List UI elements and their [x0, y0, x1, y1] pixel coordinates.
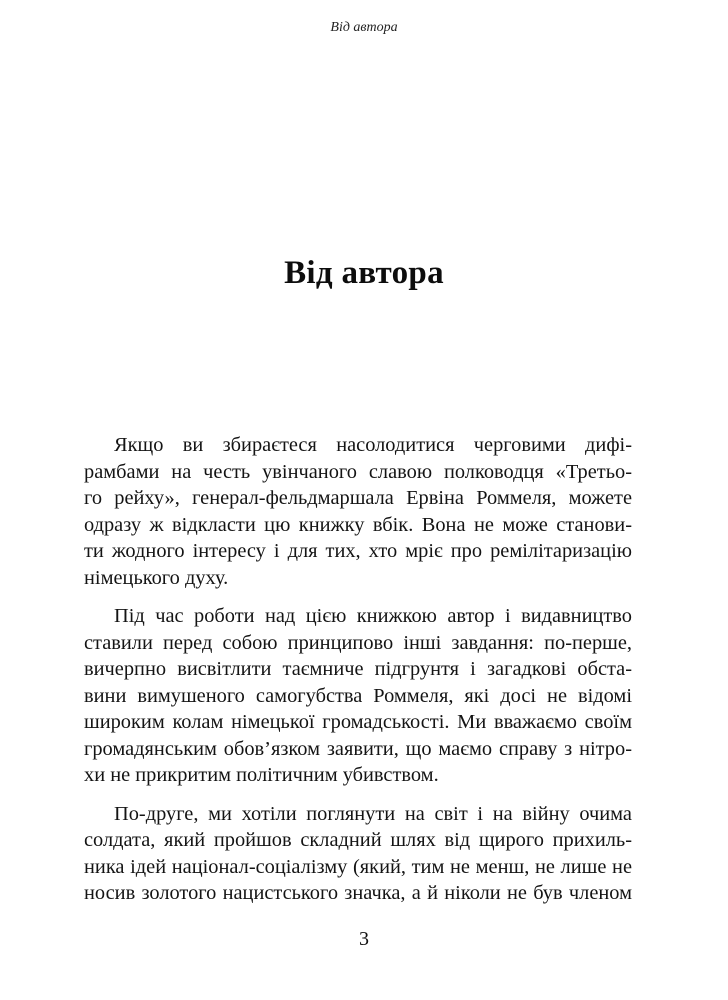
- paragraph-3: [84, 801, 632, 907]
- text-line: ти жодного інтересу і для тих, хто мріє про ремілітаризацію: [84, 540, 632, 562]
- text-line: По-друге, ми хотіли поглянути на світ і на війну очима: [114, 802, 632, 825]
- text-line: рамбами на честь увінчаного славою полководця «Третьо-: [84, 460, 632, 483]
- text-line: носив золотого нацистського значка, а й ніколи не був членом: [84, 882, 632, 904]
- text-line: німецького духу.: [84, 566, 229, 589]
- text-line: Під час роботи над цією книжкою автор і видавництво: [114, 605, 632, 627]
- text-line: громадянським обов’язком заявити, що маємо справу з нітро-: [84, 737, 632, 760]
- text-line: вини вимушеного самогубства Роммеля, які досі не відомі: [84, 684, 632, 707]
- text-line: широким колам німецької громадськості. Ми вважаємо своїм: [84, 711, 632, 733]
- body-text: [84, 432, 632, 919]
- chapter-title: Від автора: [284, 255, 444, 291]
- text-line: ставили перед собою принципово інші завдання: по-перше,: [84, 631, 632, 654]
- page-number: 3: [359, 928, 369, 950]
- paragraph-2: [84, 603, 632, 789]
- running-header: Від автора: [330, 20, 398, 35]
- text-line: го рейху», генерал-фельдмаршала Ервіна Роммеля, можете: [84, 487, 632, 509]
- text-line: ника ідей націонал-соціалізму (який, тим не менш, не лише не: [84, 855, 632, 878]
- text-line: Якщо ви збираєтеся насолодитися черговими дифі-: [114, 434, 632, 456]
- paragraph-1: [84, 432, 632, 591]
- text-line: вичерпно висвітлити таємниче підгрунтя і загадкові обста-: [84, 658, 632, 680]
- text-line: хи не прикритим політичним убивством.: [84, 764, 439, 786]
- text-line: одразу ж відкласти цю книжку вбік. Вона не може станови-: [84, 513, 632, 536]
- text-line: солдата, який пройшов складний шлях від щирого прихиль-: [84, 829, 632, 851]
